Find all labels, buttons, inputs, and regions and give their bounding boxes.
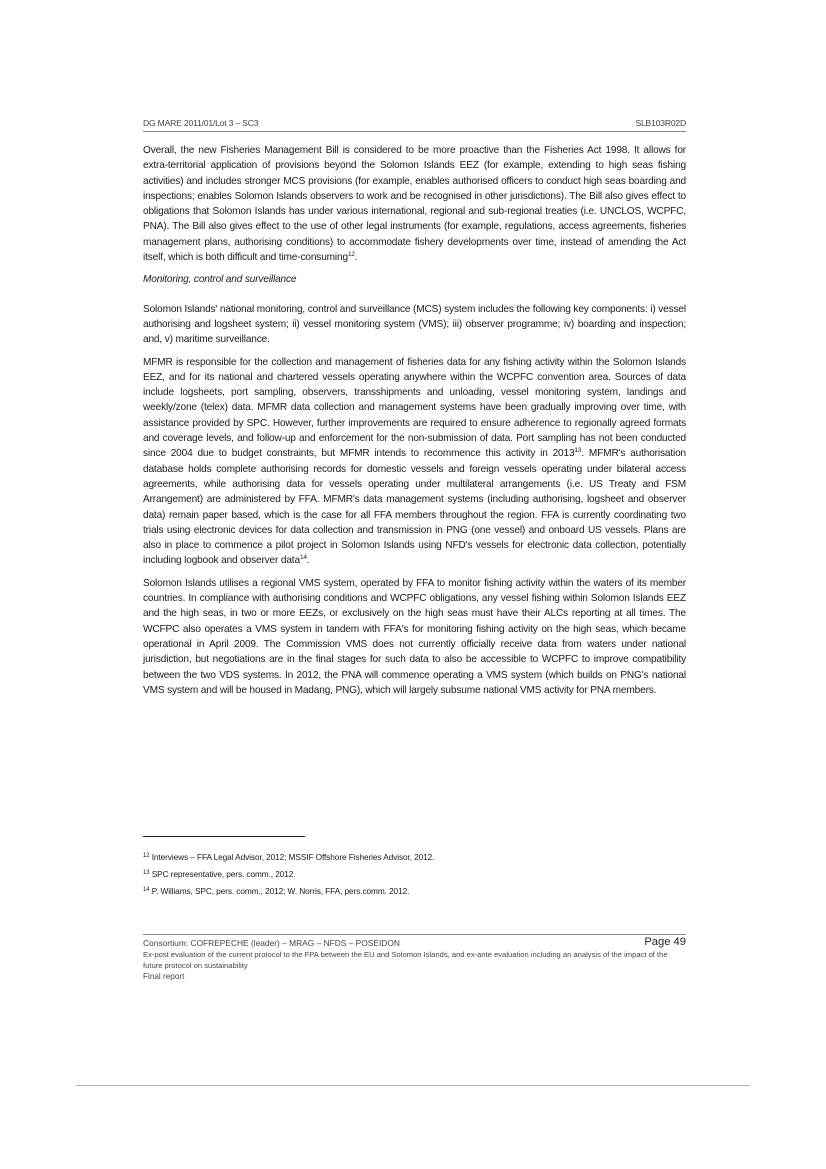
footnote-13: $^{13}$ SPC representative, pers. comm., 2012. <box>143 869 296 879</box>
section-heading-mcs: Monitoring, control and surveillance <box>143 274 297 286</box>
running-header <box>143 118 686 132</box>
footer-report-type: Final report <box>143 972 185 981</box>
footnotes <box>143 851 686 902</box>
footnote-12: $^{12}$ Interviews – FFA Legal Advisor, 2012; MSSIF Offshore Fisheries Advisor, 2012. <box>143 852 435 862</box>
running-footer <box>143 937 686 983</box>
footer-consortium: Consortium: COFREPECHE (leader) – MRAG – NFDS – POSEIDON <box>143 938 400 948</box>
paragraph-fisheries-bill: Overall, the new Fisheries Management Bill is considered to be more proactive than the Fisheries Act 1998. It allows for extra-territorial application of provisions beyond the Solomon Islands EEZ (for example, extending to high seas fishing activities) and includes stronger MCS provisions (for example, enables authorised officers to conduct high seas boarding and inspections; enables Solomon Islands observers to work and be recognised in other jurisdictions). The Bill also gives effect to obligations that Solomon Islands has under various international, regional and sub-regional treaties (i.e. UNCLOS, WCPFC, PNA). The Bill also gives effect to the use of other legal instruments (for example, regulations, access agreements, fisheries management plans, authorising conditions) to accommodate fishery developments over time, instead of amending the Act itself, which is both difficult and time-consuming$^{12}$. <box>143 145 686 264</box>
header-project-reference: DG MARE 2011/01/Lot 3 – SC3 <box>143 118 259 128</box>
footer-divider <box>143 934 686 935</box>
footnote-ref-14[interactable]: 14 <box>299 554 307 562</box>
footnote-ref-13[interactable]: 13 <box>574 447 582 455</box>
paragraph-mcs-components: Solomon Islands' national monitoring, control and surveillance (MCS) system includes the following key components: i) vessel authorising and logsheet system; ii) vessel monitoring system (VMS); iii) observer programme; iv) boarding and inspection; and, v) maritime surveillance. <box>143 303 686 346</box>
footer-description: Ex-post evaluation of the current protocol to the FPA between the EU and Solomon Islands, and ex-ante evaluation including an analysis of the impact of the future protocol on sustainability <box>143 950 668 970</box>
footnote-ref-12[interactable]: 12 <box>347 251 355 259</box>
header-divider <box>143 131 686 132</box>
header-document-code: SLB103R02D <box>635 118 686 128</box>
footnote-divider <box>143 836 305 837</box>
paragraph-vms: Solomon Islands utilises a regional VMS system, operated by FFA to monitor fishing activity within the waters of its member countries. In compliance with authorising conditions and WCPFC obligations, any vessel fishing within Solomon Islands EEZ and the high seas, in two or more EEZs, or exclusively on the high seas must have their ALCs reporting at all times. The WCFPC also operates a VMS system in tandem with FFA's for monitoring fishing activity on the high seas, which became operational in April 2009. The Commission VMS does not currently officially receive data from waters under national jurisdiction, but negotiations are in the final stages for such data to also be accessible to WCPFC to improve compatibility between the two VDS systems. In 2012, the PNA will commence operating a VMS system (which builds on PNG's national VMS system and will be housed in Madang, PNG), which will largely subsume national VMS activity for PNA members. <box>143 577 686 696</box>
page-number: Page 49 <box>644 936 686 948</box>
footnote-14: $^{14}$ P. Williams, SPC, pers. comm., 2012; W. Norris, FFA, pers.comm. 2012. <box>143 886 410 896</box>
paragraph-data-management: MFMR is responsible for the collection and management of fisheries data for any fishing activity within the Solomon Islands EEZ, and for its national and chartered vessels operating anywhere within the WCPFC convention area. Sources of data include logsheets, port sampling, observers, transshipments and unloading, vessel monitoring system, landings and weekly/zone (telex) data. MFMR data collection and management systems have been gradually improving over time, with assistance provided by SPC. However, further improvements are required to ensure adherence to regionally agreed formats and coverage levels, and follow-up and enforcement for the non-submission of data. Port sampling has not been conducted since 2004 due to budget constraints, but MFMR intends to recommence this activity in 2013$^{13}$. MFMR's authorisation database holds complete authorising records for domestic vessels and foreign vessels operating under bilateral access agreements, while authorising data for vessels operating under multilateral arrangements (i.e. US Treaty and FSM Arrangement) are administered by FFA. MFMR's data management systems (including authorising, logsheet and observer data) remain paper based, which is the case for all FFA members throughout the region. FFA is currently coordinating two trials using electronic devices for data collection and transmission in PNG (one vessel) and onboard US vessels. Plans are also in place to commence a pilot project in Solomon Islands using NFD's vessels for electronic data collection, potentially including logbook and observer data$^{14}$. <box>143 356 687 567</box>
main-text <box>143 143 686 698</box>
page-bottom-divider <box>76 1085 750 1086</box>
